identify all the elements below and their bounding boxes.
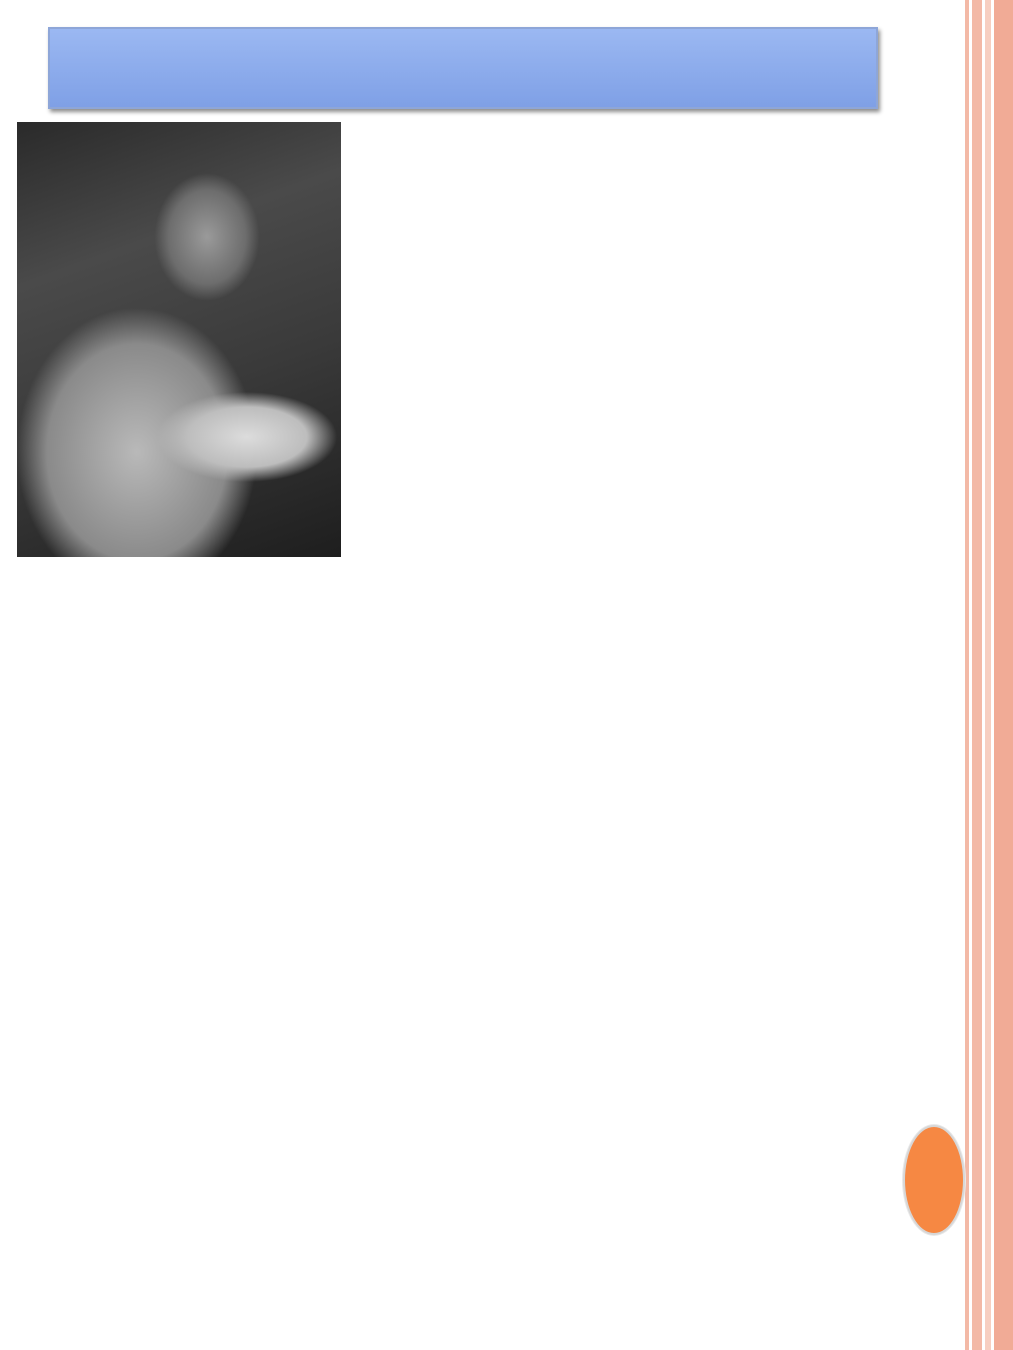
decorative-stripe: [972, 0, 982, 1350]
decorative-stripe: [985, 0, 991, 1350]
decorative-stripe: [965, 0, 969, 1350]
title-banner: [48, 27, 878, 109]
decorative-stripe: [994, 0, 1013, 1350]
portrait-photo: [17, 122, 341, 557]
decorative-oval: [903, 1125, 965, 1235]
